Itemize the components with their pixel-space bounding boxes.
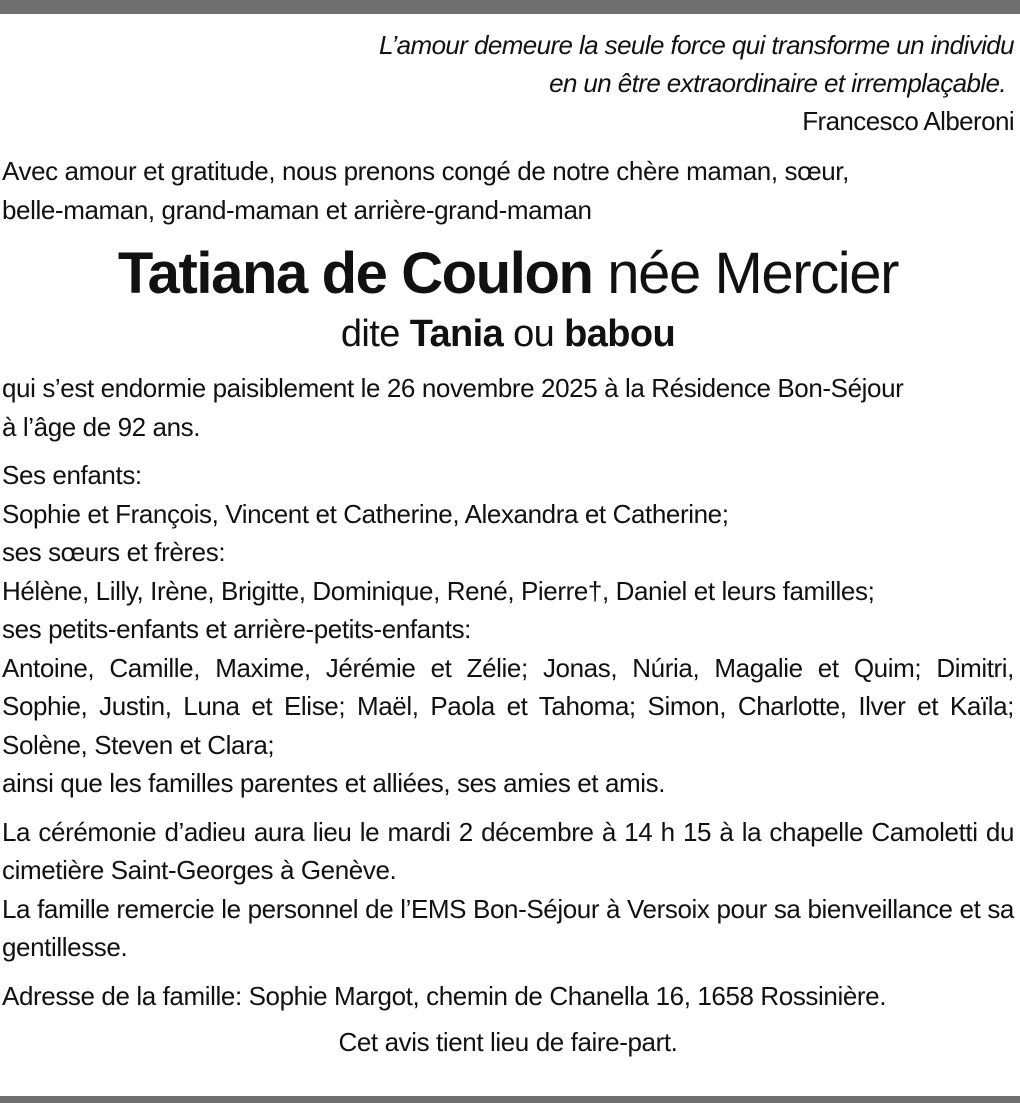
alias-second: babou [564, 313, 676, 355]
deceased-name-heading [2, 241, 1014, 307]
epigraph-quote [2, 26, 1014, 102]
children-label: Ses enfants: [2, 460, 142, 490]
passing-line-2: à l’âge de 92 ans. [2, 411, 201, 442]
intro-line-1: Avec amour et gratitude, nous prenons congé de notre chère maman, sœur, [2, 156, 849, 186]
alias-join: ou [503, 313, 565, 355]
nickname-line [2, 309, 1014, 359]
siblings-list: Hélène, Lilly, Irène, Brigitte, Dominique, René, Pierre†, Daniel et leurs familles; [2, 575, 875, 606]
bottom-border-rule [0, 1096, 1020, 1103]
closing-note: Cet avis tient lieu de faire-part. [338, 1027, 678, 1057]
maiden-name: née Mercier [592, 241, 899, 306]
intro-line-2: belle-maman, grand-maman et arrière-grand-maman [2, 194, 592, 225]
quote-line-1: L’amour demeure la seule force qui transforme un individu [379, 30, 1014, 60]
grandchildren-list: Antoine, Camille, Maxime, Jérémie et Zélie; Jonas, Núria, Magalie et Quim; Dimitri, Sophie, Justin, Luna et Elise; Maël, Paola et Tahoma; Simon, Charlotte, Ilver et Kaïla; Solène, Steven et Clara; [2, 652, 1014, 760]
quote-line-2: en un être extraordinaire et irremplaçable. [549, 68, 1006, 98]
grandchildren-label: ses petits-enfants et arrière-petits-enfants: [2, 614, 472, 644]
family-section [2, 456, 1014, 803]
siblings-label: ses sœurs et frères: [2, 537, 226, 567]
quote-author: Francesco Alberoni [802, 106, 1014, 136]
obituary-notice [0, 14, 1020, 1096]
alias-first: Tania [409, 313, 504, 355]
passing-line-1: qui s’est endormie paisiblement le 26 novembre 2025 à la Résidence Bon-Séjour [2, 373, 904, 403]
passing-paragraph [2, 369, 1014, 446]
children-list: Sophie et François, Vincent et Catherine, Alexandra et Catherine; [2, 498, 729, 529]
ceremony-section [2, 813, 1014, 967]
alias-prefix: dite [340, 313, 410, 355]
deceased-name: Tatiana de Coulon [117, 241, 593, 306]
intro-paragraph [2, 152, 1014, 229]
extended-family: ainsi que les familles parentes et alliées, ses amies et amis. [2, 768, 666, 798]
top-border-rule [0, 0, 1020, 14]
ceremony-info: La cérémonie d’adieu aura lieu le mardi 2 décembre à 14 h 15 à la chapelle Camoletti du cimetière Saint-Georges à Genève. [2, 816, 1014, 885]
thanks-note: La famille remercie le personnel de l’EMS Bon-Séjour à Versoix pour sa bienveillance et sa gentillesse. [2, 893, 1014, 962]
family-address: Adresse de la famille: Sophie Margot, chemin de Chanella 16, 1658 Rossinière. [2, 980, 887, 1011]
